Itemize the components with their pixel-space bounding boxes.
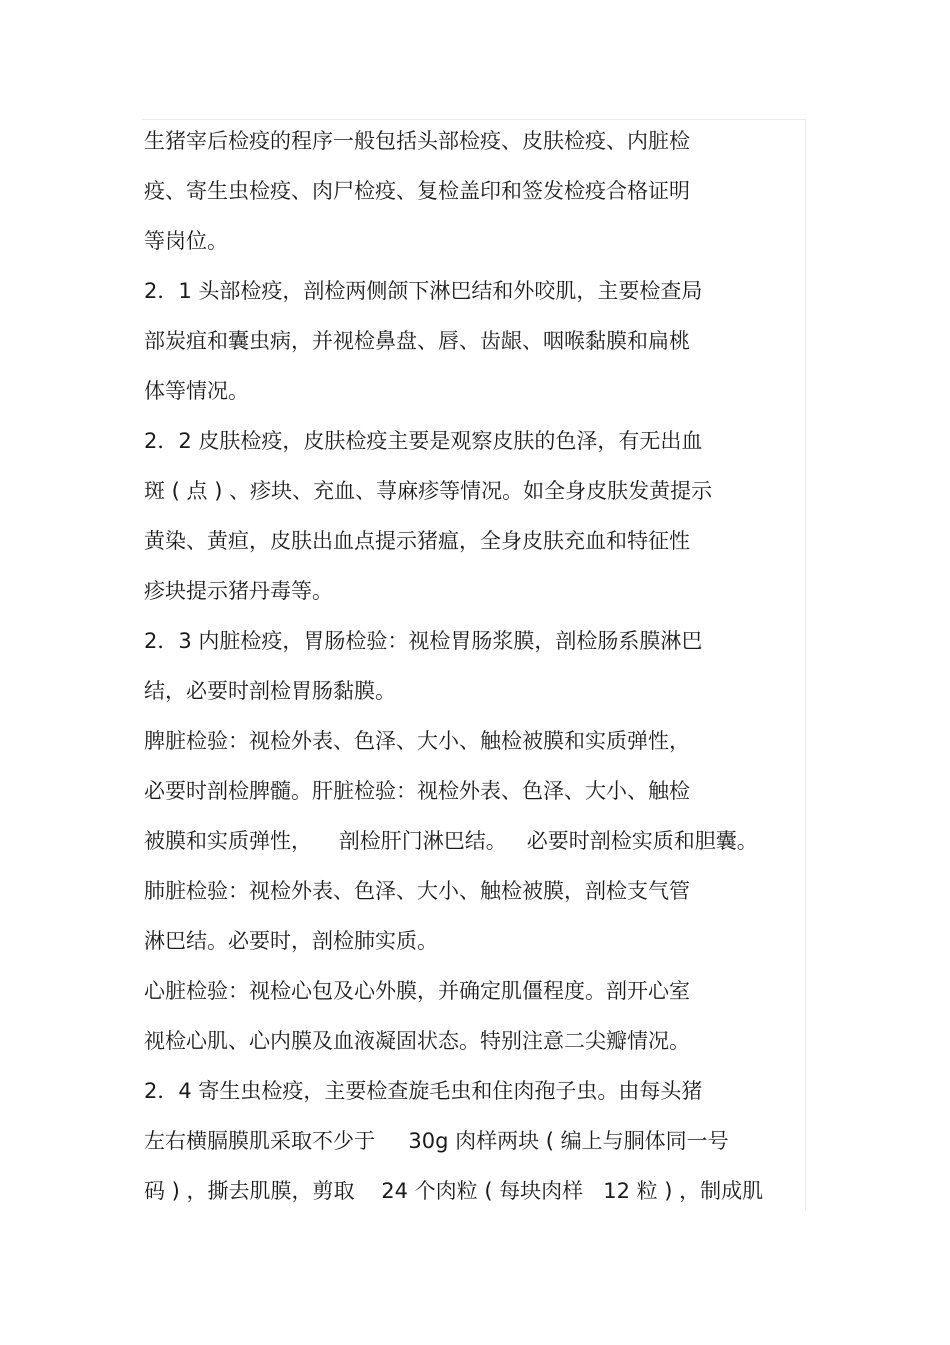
text-line: 视检心肌、心内膜及血液凝固状态。特别注意二尖瓣情况。	[144, 1029, 690, 1053]
text-line: 部炭疽和囊虫病，并视检鼻盘、唇、齿龈、咽喉黏膜和扁桃	[144, 329, 690, 353]
text-line: 2．3 内脏检疫，胃肠检验：视检胃肠浆膜，剖检肠系膜淋巴	[144, 629, 703, 653]
text-line: 必要时剖检脾髓。肝脏检验：视检外表、色泽、大小、触检	[144, 779, 690, 803]
text-line: 疹块提示猪丹毒等。	[144, 579, 333, 603]
text-line: 生猪宰后检疫的程序一般包括头部检疫、皮肤检疫、内脏检	[144, 129, 690, 153]
text-line: 2．1 头部检疫，剖检两侧颌下淋巴结和外咬肌，主要检查局	[144, 279, 703, 303]
text-line: 等岗位。	[144, 229, 228, 253]
text-line: 肺脏检验：视检外表、色泽、大小、触检被膜，剖检支气管	[144, 879, 690, 903]
text-line: 结，必要时剖检胃肠黏膜。	[144, 679, 396, 703]
text-line: 斑 ( 点 ) 、疹块、充血、荨麻疹等情况。如全身皮肤发黄提示	[144, 479, 713, 503]
text-line: 被膜和实质弹性， 剖检肝门淋巴结。 必要时剖检实质和胆囊。	[144, 829, 758, 853]
text-line: 2．2 皮肤检疫，皮肤检疫主要是观察皮肤的色泽，有无出血	[144, 429, 703, 453]
text-line: 左右横膈膜肌采取不少于 30g 肉样两块 ( 编上与胴体同一号	[144, 1129, 729, 1153]
text-line: 黄染、黄疸，皮肤出血点提示猪瘟，全身皮肤充血和特征性	[144, 529, 690, 553]
text-line: 码 ) ，撕去肌膜，剪取 24 个肉粒 ( 每块肉样 12 粒 ) ，制成肌	[144, 1179, 764, 1203]
text-line: 体等情况。	[144, 379, 249, 403]
text-line: 疫、寄生虫检疫、肉尸检疫、复检盖印和签发检疫合格证明	[144, 179, 690, 203]
text-line: 2．4 寄生虫检疫，主要检查旋毛虫和住肉孢子虫。由每头猪	[144, 1079, 703, 1103]
text-line: 心脏检验：视检心包及心外膜，并确定肌僵程度。剖开心室	[144, 979, 690, 1003]
text-line: 淋巴结。必要时，剖检肺实质。	[144, 929, 438, 953]
document-body	[144, 116, 804, 1216]
text-line: 脾脏检验：视检外表、色泽、大小、触检被膜和实质弹性，	[144, 729, 690, 753]
